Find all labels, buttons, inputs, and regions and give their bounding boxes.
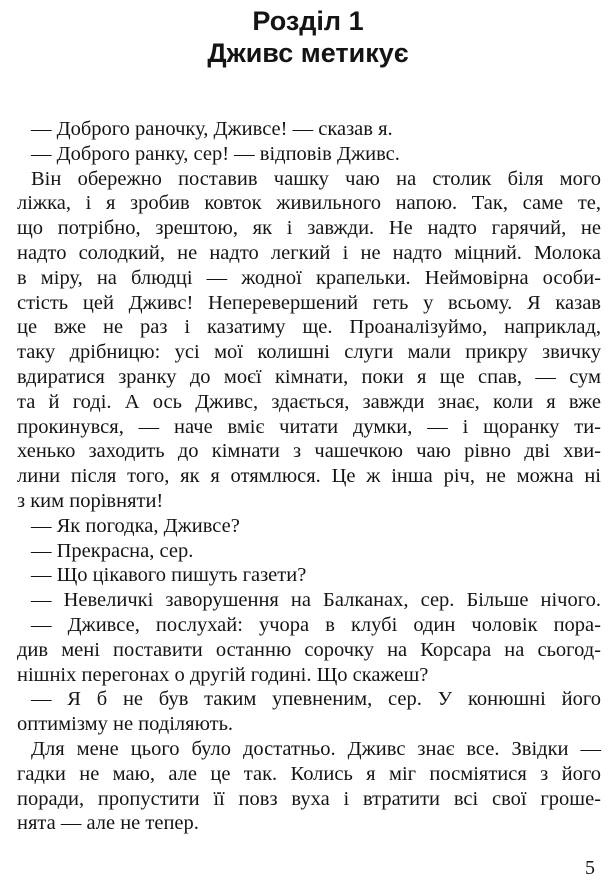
text-line: з ким порівняти!	[17, 489, 164, 512]
text-line: — Як погодка, Дживсе?	[31, 514, 240, 537]
text-line: прокинувся, — наче вміє читати думки, — і щоранку ти-	[17, 415, 601, 438]
text-line: — Дживсе, послухай: учора в клубі один чоловік пора-	[31, 613, 601, 636]
text-line: — Що цікавого пишуть газети?	[31, 564, 307, 587]
text-line: Він обережно поставив чашку чаю на столик біля мого	[31, 167, 601, 190]
text-line: — Невеличкі заворушення на Балканах, сер. Більше нічого.	[31, 589, 601, 612]
text-line: хенько заходить до кімнати з чашечкою чаю рівно дві хви-	[17, 440, 601, 463]
text-line: що потрібно, зрештою, як і завжди. Не надто гарячий, не	[17, 217, 601, 240]
text-line: гадки не маю, але це так. Колись я міг посміятися з його	[17, 762, 601, 785]
text-line: таку дрібницю: усі мої колишні слуги мали прикру звичку	[17, 341, 601, 364]
text-line: — Доброго раночку, Дживсе! — сказав я.	[31, 118, 393, 140]
text-line: Для мене цього було достатньо. Дживс знає все. Звідки —	[31, 737, 601, 760]
text-line: лини після того, як я отямлюся. Це ж інша річ, не можна ні	[17, 465, 601, 488]
chapter-body	[17, 117, 601, 836]
page-number: 5	[585, 857, 595, 879]
text-line: — Доброго ранку, сер! — відповів Дживс.	[31, 142, 400, 165]
text-line: див мені поставити останню сорочку на Корсара на сьогод-	[17, 638, 601, 661]
text-line: нішніх перегонах о другій годині. Що скажеш?	[17, 663, 429, 686]
text-line: та й годі. А ось Дживс, здається, завжди знає, коли я вже	[17, 390, 601, 413]
chapter-title: Дживс метикує	[207, 38, 409, 68]
text-line: — Я б не був таким упевненим, сер. У конюшні його	[31, 688, 601, 711]
text-line: оптимізму не поділяють.	[17, 713, 234, 736]
text-line: поради, пропустити її повз вуха і втратити всі свої гроше-	[17, 787, 601, 810]
text-line: надто солодкий, не надто легкий і не надто міцний. Молока	[17, 241, 601, 264]
text-line: в міру, на блюдці — жодної крапельки. Неймовірна особи-	[17, 266, 601, 289]
text-line: — Прекрасна, сер.	[31, 539, 194, 562]
text-line: нята — але не тепер.	[17, 812, 199, 835]
text-line: стість цей Дживс! Неперевершений геть у всьому. Я казав	[17, 291, 601, 314]
text-line: вдиратися зранку до моєї кімнати, поки я ще спав, — сум	[17, 365, 601, 388]
text-line: ліжка, і я зробив ковток живильного напою. Так, саме те,	[17, 192, 601, 215]
chapter-number: Розділ 1	[252, 6, 364, 36]
text-line: це вже не раз і казатиму ще. Проаналізуймо, наприклад,	[17, 316, 601, 339]
